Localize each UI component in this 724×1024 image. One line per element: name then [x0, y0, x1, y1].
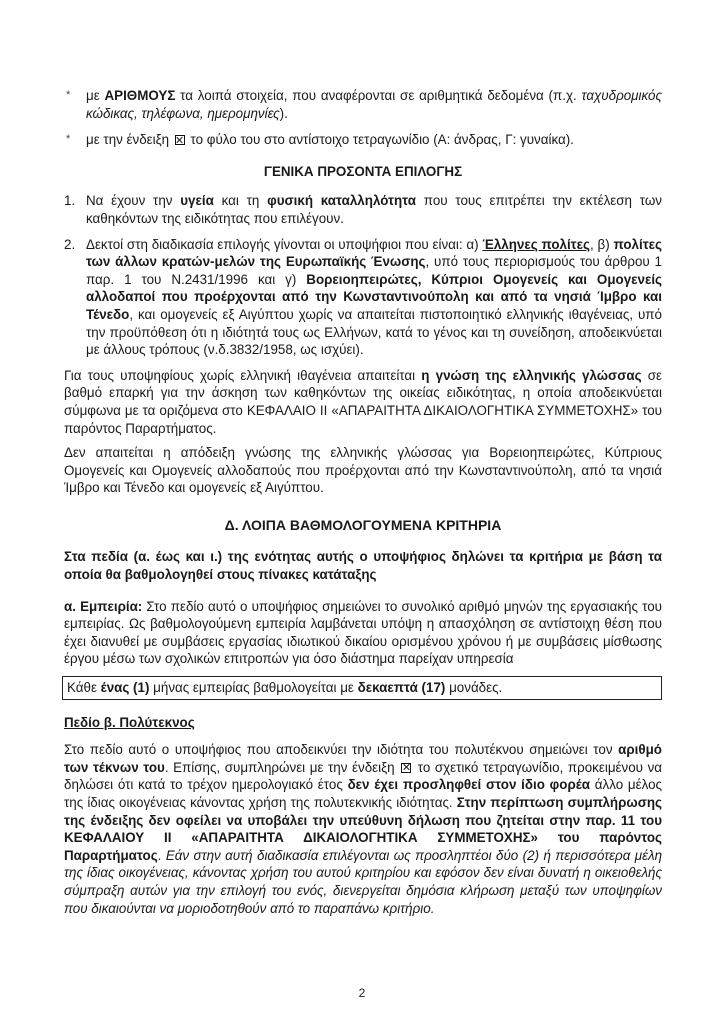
- general-qualifications-heading: ΓΕΝΙΚΑ ΠΡΟΣΟΝΤΑ ΕΠΙΛΟΓΗΣ: [263, 163, 463, 179]
- checked-box-icon: [175, 135, 185, 145]
- page-number: 2: [358, 986, 366, 1000]
- language-requirement-paragraph: Για τους υποψηφίους χωρίς ελληνική ιθαγένεια απαιτείται η γνώση της ελληνικής γλώσσας σε βαθμό επαρκή για την άσκηση των καθηκόντων της οικείας ειδικότητας, η οποία αποδεικνύεται σύμφωνα με τα οριζόμενα στο ΚΕΦΑΛΑΙΟ ΙΙ «ΑΠΑΡΑΙΤΗΤΑ ΔΙΚΑΙΟΛΟΓΗΤΙΚΑ ΣΥΜΜΕΤΟΧΗΣ» του παρόντος Παραρτήματος.: [64, 367, 662, 436]
- asterisk-bullet-icon: *: [66, 133, 71, 146]
- bullet-gender-checkbox: * με την ένδειξη το φύλο του στο αντίστοιχο τετραγωνίδιο (Α: άνδρας, Γ: γυναίκα).: [66, 132, 574, 148]
- large-family-paragraph: Στο πεδίο αυτό ο υποψήφιος που αποδεικνύει την ιδιότητα του πολυτέκνου σημειώνει τον αριθμό των τέκνων του. Επίσης, συμπληρώνει με την ένδειξη το σχετικό τετραγωνίδιο, προκειμένου να δηλώσει ότι κατά το τρέχον ημερολογιακό έτος δεν έχει προσληφθεί στον ίδιο φορέα άλλο μέλος της ίδιας οικογένειας κάνοντας χρήση της πολυτεκνικής ιδιότητας. Στην περίπτωση συμπλήρωσης της ένδειξης δεν οφείλει να υποβάλει την υπεύθυνη δήλωση που ζητείται στην παρ. 11 του ΚΕΦΑΛΑΙΟΥ ΙΙ «ΑΠΑΡΑΙΤΗΤΑ ΔΙΚΑΙΟΛΟΓΗΤΙΚΑ ΣΥΜΜΕΤΟΧΗΣ» του παρόντος Παραρτήματος. Εάν στην αυτή διαδικασία επιλέγονται ως προσληπτέοι δύο (2) ή περισσότερα μέλη της ίδιας οικογένειας, κάνοντας χρήση του αυτού κριτηρίου και εφόσον δεν είναι δυνατή η οικειοθελής σύμπραξη αυτών για την επιλογή του ενός, διενεργείται δημόσια κλήρωση μεταξύ των υποψηφίων που δικαιούνται να μοριοδοτηθούν από το παραπάνω κριτήριο.: [64, 742, 663, 916]
- experience-paragraph: α. Εμπειρία: Στο πεδίο αυτό ο υποψήφιος σημειώνει το συνολικό αριθμό μηνών της εργασιακής του εμπειρίας. Ως βαθμολογούμενη εμπειρία λαμβάνεται υπόψη η απασχόληση σε αντίστοιχη θέση που έχει διανυθεί με συμβάσεις εργασίας ιδιωτικού δικαίου ορισμένου χρόνου ή με συμβάσεις μίσθωσης έργου μέσω των σχολικών επιτροπών για όσο διάστημα παρείχαν υπηρεσία: [64, 598, 662, 667]
- numbered-item-1: 1. Να έχουν την υγεία και τη φυσική καταλληλότητα που τους επιτρέπει την εκτέλεση των καθηκόντων της ειδικότητας που επιλέγουν.: [64, 193, 662, 226]
- experience-label: α. Εμπειρία:: [64, 598, 143, 614]
- section-d-intro: Στα πεδία (α. έως και ι.) της ενότητας αυτής ο υποψήφιος δηλώνει τα κριτήρια με βάση τα οποία θα βαθμολογηθεί στους πίνακες κατάταξης: [64, 549, 662, 583]
- list-number: 1.: [64, 193, 76, 209]
- checked-box-icon: [401, 763, 411, 773]
- numbered-item-2: 2. Δεκτοί στη διαδικασία επιλογής γίνονται οι υποψήφιοι που είναι: α) Έλληνες πολίτες, β) πολίτες των άλλων κρατών-μελών της Ευρωπαϊκής Ένωσης, υπό τους περιορισμούς του άρθρου 1 παρ. 1 του Ν.2431/1996 και γ) Βορειοηπειρώτες, Κύπριοι Ομογενείς και Ομογενείς αλλοδαποί που προέρχονται από την Κωνσταντινούπολη και από τα νησιά Ίμβρο και Τένεδο, και ομογενείς εξ Αιγύπτου χωρίς να απαιτείται πιστοποιητικό ελληνικής ιθαγένειας, υπό την προϋπόθεση ότι η ιδιότητά τους ως Ελλήνων, κατά το γένος και τη συνείδηση, αποδεικνύεται με άλλους τρόπους (ν.δ.3832/1958, ως ισχύει).: [64, 236, 663, 358]
- large-family-heading: Πεδίο β. Πολύτεκνος: [64, 714, 195, 730]
- list-number: 2.: [64, 236, 76, 252]
- document-page: [64, 87, 662, 924]
- language-exemption-paragraph: Δεν απαιτείται η απόδειξη γνώσης της ελληνικής γλώσσας για Βορειοηπειρώτες, Κύπριους Ομογενείς και Ομογενείς αλλοδαπούς που προέρχονται από την Κωνσταντινούπολη, από τα νησιά Ίμβρο και Τένεδο και ομογενείς εξ Αιγύπτου.: [64, 445, 662, 496]
- bullet-numbers-format: * με ΑΡΙΘΜΟΥΣ τα λοιπά στοιχεία, που αναφέρονται σε αριθμητικά δεδομένα (π.χ. ταχυδρομικός κώδικας, τηλέφωνα, ημερομηνίες).: [66, 88, 662, 121]
- asterisk-bullet-icon: *: [66, 89, 71, 101]
- section-d-heading: Δ. ΛΟΙΠΑ ΒΑΘΜΟΛΟΓΟΥΜΕΝΑ ΚΡΙΤΗΡΙΑ: [224, 516, 502, 533]
- experience-scoring-box: Κάθε ένας (1) μήνας εμπειρίας βαθμολογείται με δεκαεπτά (17) μονάδες.: [62, 676, 662, 700]
